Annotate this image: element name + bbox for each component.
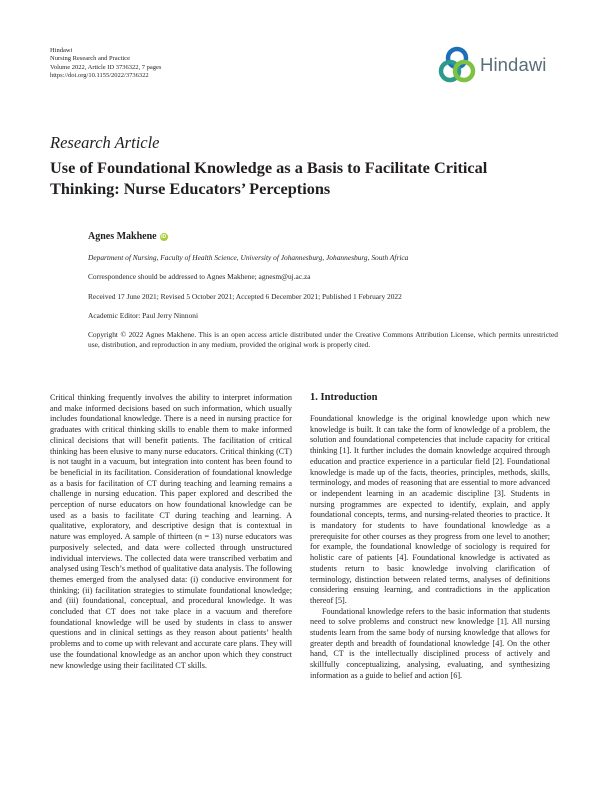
- copyright-notice: Copyright © 2022 Agnes Makhene. This is an open access article distributed under the Creative Commons Attribution License, which permits unrestricted use, distribution, and reproduction in any medium, provided the original work is properly cited.: [88, 330, 558, 350]
- volume-line: Volume 2022, Article ID 3736322, 7 pages: [50, 63, 162, 71]
- publisher-name: Hindawi: [50, 47, 73, 54]
- abstract-column: [50, 393, 292, 671]
- article-title: Use of Foundational Knowledge as a Basis to Facilitate Critical Thinking: Nurse Educators’ Perceptions: [50, 158, 488, 198]
- author-line: [88, 231, 168, 242]
- journal-name: Nursing Research and Practice: [50, 55, 130, 63]
- correspondence: Correspondence should be addressed to Agnes Makhene; agnesm@uj.ac.za: [88, 272, 311, 281]
- journal-meta: [50, 47, 161, 81]
- academic-editor: Academic Editor: Paul Jerry Ninnoni: [88, 311, 199, 320]
- publication-dates: Received 17 June 2021; Revised 5 October 2021; Accepted 6 December 2021; Published 1 February 2022: [88, 292, 402, 301]
- hindawi-rings-icon: [436, 45, 478, 85]
- intro-paragraph-2: Foundational knowledge refers to the basic information that students need to solve problems and construct new knowledge [1]. All nursing students learn from the same body of nursing knowledge that allows for greater depth and breadth of foundational knowledge [4]. On the other hand, CT is the intellectually disciplined process of actively and skillfully conceptualizing, analysing, evaluating, and synthesizing information as a guide to belief and action [6].: [310, 606, 550, 680]
- affiliation: Department of Nursing, Faculty of Health Science, University of Johannesburg, Johannesburg, South Africa: [88, 253, 409, 262]
- doi-link[interactable]: https://doi.org/10.1155/2022/3736322: [50, 72, 149, 80]
- article-type: Research Article: [50, 133, 160, 152]
- hindawi-logo: [436, 45, 554, 85]
- intro-paragraph-1: Foundational knowledge is the original knowledge upon which new knowledge is built. It can take the form of knowledge of a problem, the solution and foundational competencies that include capacity for critical thinking [1]. It further includes the domain knowledge acquired through education and practice experience in a particular field [2]. Foundational knowledge is made up of the facts, theories, principles, methods, skills, terminology, and modes of reasoning that are essential to more advanced or independent learning in an academic discipline [3]. Students in nursing programmes are expected to identify, explain, and apply foundational concepts, terms, and nursing-related theories to practice. It is mandatory for students to have foundational knowledge as a prerequisite for other courses as they progress from one level to another; for example, the foundational knowledge of sociology is required for holistic care of patients [4]. Foundational knowledge is activated as students return to basic knowledge involving clarification of terminology, distinction between related terms, analyses of definitions considering ensuing learning, and contradictions in the application thereof [5].: [310, 414, 550, 605]
- introduction-column: [310, 391, 550, 682]
- section-heading: 1. Introduction: [310, 392, 378, 403]
- orcid-icon[interactable]: iD: [161, 233, 167, 240]
- logo-wordmark: Hindawi: [480, 54, 547, 75]
- abstract-text: Critical thinking frequently involves the ability to interpret information and make informed decisions based on such information, which usually includes foundational knowledge. There is a need in nursing practice for graduates with critical thinking skills to enable them to make informed clinical decisions that will benefit patients. The facilitation of critical thinking has been elusive to many nurse educators. Critical thinking (CT) is not taught in a vacuum, but integration into content has been found to be beneficial in its facilitation. Consideration of foundational knowledge as a basis for facilitation of CT during teaching and learning remains a challenge in nursing education. This paper explored and described the perception of nurse educators on how foundational knowledge can be used as a basis to facilitate CT during teaching and learning. A qualitative, exploratory, and descriptive design that is contextual in nature was employed. A sample of thirteen (n = 13) nurse educators was purposively selected, and data were collected through unstructured individual interviews. The collected data were transcribed verbatim and analysed using Tesch’s method of qualitative data analysis. The following themes emerged from the analysed data: (i) conducive environment for thinking; (ii) facilitation strategies to stimulate foundational knowledge; and (iii) foundational, conceptual, and procedural knowledge. It was concluded that CT does not take place in a vacuum and therefore foundational knowledge will be used by students in class to answer questions and in clinical settings as they reason about patients’ health problems and to come up with relevant and accurate care plans. They will use the foundational knowledge as an anchor upon which they construct new knowledge using their facilitated CT skills.: [50, 393, 292, 670]
- author-name: Agnes Makhene: [88, 231, 157, 242]
